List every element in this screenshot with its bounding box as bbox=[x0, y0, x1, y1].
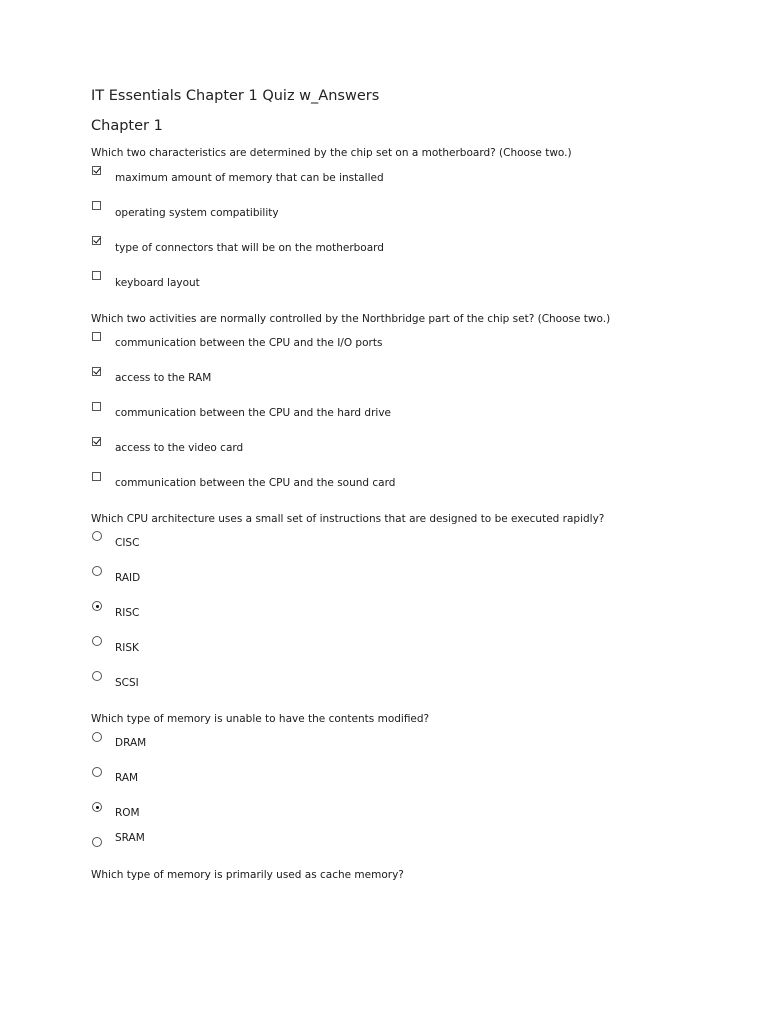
question-3-option-3-label: RISC bbox=[115, 607, 140, 619]
question-4-option-4-radio[interactable] bbox=[92, 837, 102, 847]
question-1-option-1-label: maximum amount of memory that can be installed bbox=[115, 172, 384, 184]
question-1-option-3-checkbox[interactable] bbox=[92, 236, 101, 245]
question-3-option-4-label: RISK bbox=[115, 642, 139, 654]
question-2-option-5-checkbox[interactable] bbox=[92, 472, 101, 481]
question-2-option-2-label: access to the RAM bbox=[115, 372, 212, 384]
question-4-option-2-radio[interactable] bbox=[92, 767, 102, 777]
question-1-text: Which two characteristics are determined by the chip set on a motherboard? (Choose two.) bbox=[91, 147, 572, 159]
question-4-option-3-radio[interactable] bbox=[92, 802, 102, 812]
question-1-option-2-checkbox[interactable] bbox=[92, 201, 101, 210]
question-2-option-3-label: communication between the CPU and the hard drive bbox=[115, 407, 391, 419]
question-4-option-3-label: ROM bbox=[115, 807, 140, 819]
question-4-option-1-label: DRAM bbox=[115, 737, 147, 749]
document-title: IT Essentials Chapter 1 Quiz w_Answers bbox=[91, 88, 380, 104]
question-4-option-2-label: RAM bbox=[115, 772, 139, 784]
chapter-heading: Chapter 1 bbox=[91, 118, 163, 134]
question-2-option-3-checkbox[interactable] bbox=[92, 402, 101, 411]
question-5-text: Which type of memory is primarily used as cache memory? bbox=[91, 869, 404, 881]
question-3-option-4-radio[interactable] bbox=[92, 636, 102, 646]
question-1-option-2-label: operating system compatibility bbox=[115, 207, 279, 219]
question-2-option-1-checkbox[interactable] bbox=[92, 332, 101, 341]
question-3-option-3-radio[interactable] bbox=[92, 601, 102, 611]
question-2-option-2-checkbox[interactable] bbox=[92, 367, 101, 376]
question-1-option-4-label: keyboard layout bbox=[115, 277, 200, 289]
question-3-option-2-label: RAID bbox=[115, 572, 141, 584]
question-2-text: Which two activities are normally controlled by the Northbridge part of the chip set? (Choose two.) bbox=[91, 313, 611, 325]
question-2-option-5-label: communication between the CPU and the sound card bbox=[115, 477, 396, 489]
question-1-option-4-checkbox[interactable] bbox=[92, 271, 101, 280]
question-2-option-4-checkbox[interactable] bbox=[92, 437, 101, 446]
question-3-option-1-label: CISC bbox=[115, 537, 140, 549]
question-3-option-5-label: SCSI bbox=[115, 677, 139, 689]
question-4-option-1-radio[interactable] bbox=[92, 732, 102, 742]
question-4-text: Which type of memory is unable to have the contents modified? bbox=[91, 713, 430, 725]
question-1-option-3-label: type of connectors that will be on the motherboard bbox=[115, 242, 384, 254]
question-4-option-4-label: SRAM bbox=[115, 832, 145, 844]
question-3-option-5-radio[interactable] bbox=[92, 671, 102, 681]
question-3-option-1-radio[interactable] bbox=[92, 531, 102, 541]
question-2-option-1-label: communication between the CPU and the I/O ports bbox=[115, 337, 383, 349]
question-1-option-1-checkbox[interactable] bbox=[92, 166, 101, 175]
question-3-option-2-radio[interactable] bbox=[92, 566, 102, 576]
question-3-text: Which CPU architecture uses a small set of instructions that are designed to be executed rapidly? bbox=[91, 513, 605, 525]
question-2-option-4-label: access to the video card bbox=[115, 442, 244, 454]
